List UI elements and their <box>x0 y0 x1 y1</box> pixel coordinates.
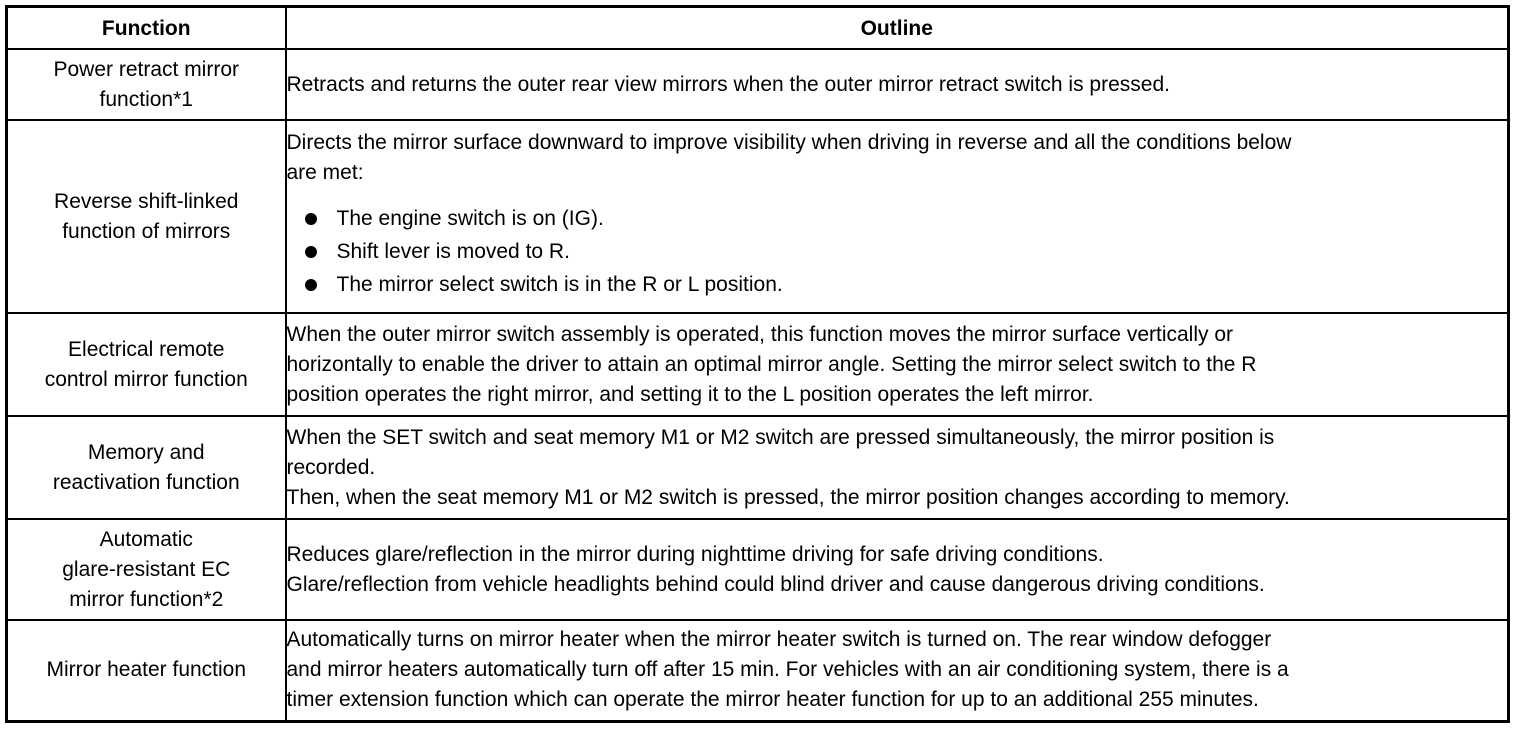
function-cell <box>7 416 286 519</box>
outline-cell <box>286 416 1509 519</box>
table-row <box>7 620 1509 721</box>
outline-text: Directs the mirror surface downward to improve visibility when driving in reverse and all the conditions below <box>286 131 1292 154</box>
function-column-header: Function <box>7 7 286 50</box>
outline-text: Then, when the seat memory M1 or M2 switch is pressed, the mirror position changes according to memory. <box>286 485 1290 509</box>
outline-text: horizontally to enable the driver to attain an optimal mirror angle. Setting the mirror select switch to the R <box>286 352 1257 376</box>
function-text: Automatic <box>99 527 193 551</box>
outline-text: When the outer mirror switch assembly is operated, this function moves the mirror surface vertically or <box>286 322 1234 346</box>
function-cell <box>7 620 286 721</box>
function-cell <box>7 519 286 620</box>
function-text: Reverse shift-linked <box>54 189 239 213</box>
function-text: Electrical remote <box>68 337 225 361</box>
outline-text: Retracts and returns the outer rear view mirrors when the outer mirror retract switch is pressed. <box>286 72 1170 96</box>
condition-text: The mirror select switch is in the R or L position. <box>336 273 783 296</box>
function-text: control mirror function <box>44 367 248 391</box>
outline-cell <box>286 620 1509 721</box>
mirror-function-table <box>5 5 1510 723</box>
condition-list <box>287 202 1508 301</box>
table-row <box>7 120 1509 313</box>
function-text: Power retract mirror <box>53 57 240 81</box>
table-row <box>7 313 1509 416</box>
outline-column-header: Outline <box>286 7 1509 50</box>
condition-item <box>287 235 1508 268</box>
bullet-icon <box>305 279 317 291</box>
condition-item <box>287 202 1508 235</box>
outline-text: Glare/reflection from vehicle headlights behind could blind driver and cause dangerous driving conditions. <box>286 572 1265 596</box>
outline-text: recorded. <box>286 455 376 479</box>
condition-text: Shift lever is moved to R. <box>336 240 570 263</box>
condition-item <box>287 268 1508 301</box>
bullet-icon <box>305 246 317 258</box>
outline-text: Reduces glare/reflection in the mirror during nighttime driving for safe driving conditions. <box>286 542 1104 566</box>
outline-text: position operates the right mirror, and setting it to the L position operates the left mirror. <box>286 382 1094 406</box>
outline-text: Automatically turns on mirror heater when the mirror heater switch is turned on. The rear window defogger <box>286 628 1272 652</box>
table-row <box>7 49 1509 120</box>
function-text: Memory and <box>87 440 205 464</box>
outline-cell <box>286 120 1509 313</box>
function-cell <box>7 120 286 313</box>
outline-cell <box>286 519 1509 620</box>
table-row <box>7 416 1509 519</box>
function-cell <box>7 49 286 120</box>
outline-text: When the SET switch and seat memory M1 or M2 switch are pressed simultaneously, the mirror position is <box>286 425 1275 449</box>
outline-text: and mirror heaters automatically turn off after 15 min. For vehicles with an air conditioning system, there is a <box>286 658 1289 682</box>
outline-cell <box>286 49 1509 120</box>
condition-text: The engine switch is on (IG). <box>336 207 604 230</box>
function-text: function of mirrors <box>62 219 231 243</box>
function-text: Mirror heater function <box>46 658 247 682</box>
outline-text: timer extension function which can operate the mirror heater function for up to an additional 255 minutes. <box>286 688 1259 712</box>
function-cell <box>7 313 286 416</box>
function-text: function*1 <box>99 87 193 111</box>
outline-text: are met: <box>286 161 364 184</box>
bullet-icon <box>305 213 317 225</box>
header-row <box>7 7 1509 50</box>
outline-cell <box>286 313 1509 416</box>
function-text: mirror function*2 <box>69 587 224 611</box>
function-text: reactivation function <box>52 470 240 494</box>
function-text: glare-resistant EC <box>62 557 231 581</box>
table-row <box>7 519 1509 620</box>
